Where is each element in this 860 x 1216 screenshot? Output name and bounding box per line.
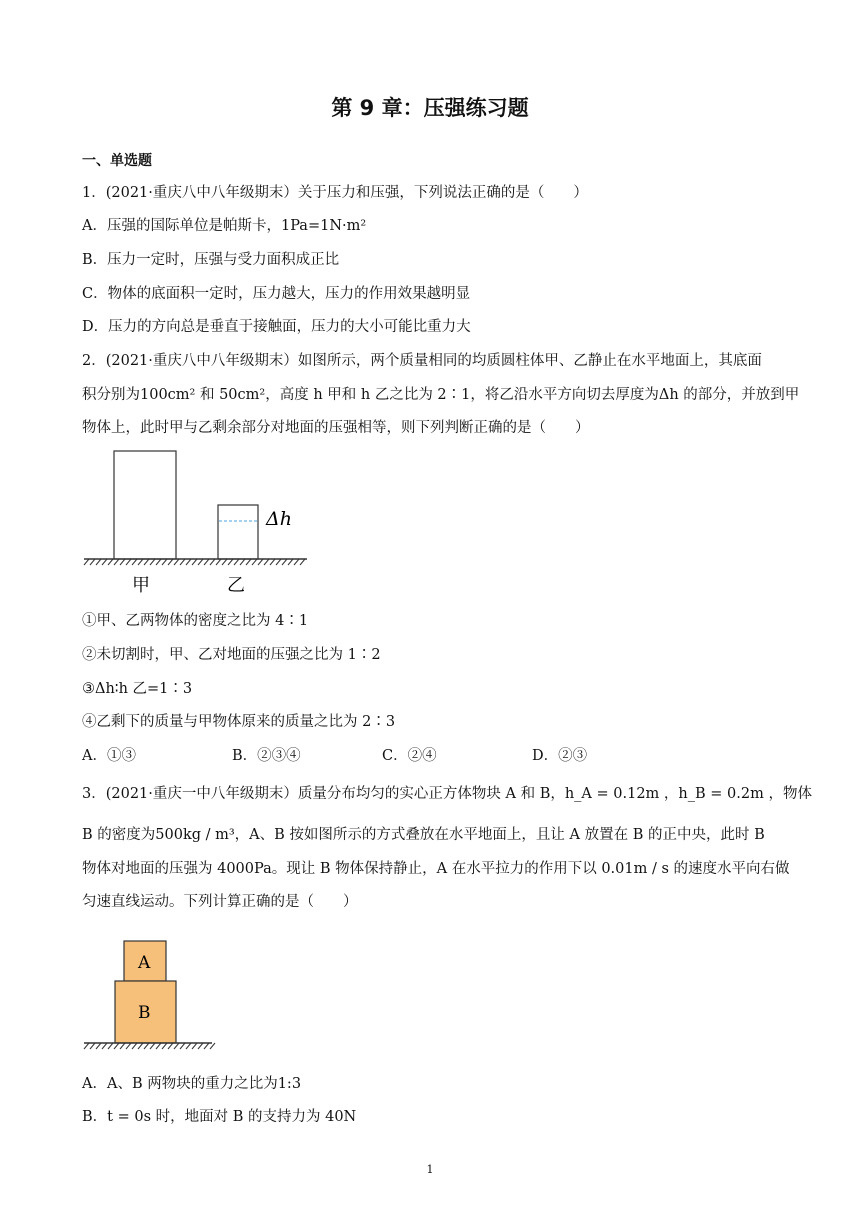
- hatch-mark: [90, 559, 95, 565]
- q3-stem-line2: B 的密度为500kg / m³，A、B 按如图所示的方式叠放在水平地面上，且让 A 放置在 B 的正中央，此时 B: [82, 827, 765, 843]
- hatch-mark: [246, 559, 251, 565]
- block-b-label: B: [138, 1003, 151, 1023]
- q1-option-c: C．物体的底面积一定时，压力越大，压力的作用效果越明显: [82, 286, 471, 302]
- q1-option-b: B．压力一定时，压强与受力面积成正比: [82, 252, 340, 268]
- hatch-mark: [84, 1043, 89, 1049]
- q3-stem-line1: 3．(2021·重庆一中八年级期末）质量分布均匀的实心正方体物块 A 和 B，h_A = 0.12m ，h_B = 0.2m ，物体: [82, 786, 812, 802]
- hatch-mark: [204, 1043, 209, 1049]
- hatch-mark: [108, 559, 113, 565]
- hatch-mark: [162, 559, 167, 565]
- page-number: 1: [426, 1163, 434, 1176]
- q2-figure-cylinders: [82, 445, 312, 600]
- hatch-mark: [240, 559, 245, 565]
- hatch-mark: [120, 559, 125, 565]
- cylinder-yi: [218, 505, 258, 559]
- hatch-mark: [144, 559, 149, 565]
- hatch-mark: [162, 1043, 167, 1049]
- q3-stem-line3: 物体对地面的压强为 4000Pa。现让 B 物体保持静止，A 在水平拉力的作用下以 0.01m / s 的速度水平向右做: [82, 861, 790, 877]
- hatch-mark: [150, 1043, 155, 1049]
- hatch-mark: [156, 1043, 161, 1049]
- delta-h-label: Δh: [266, 508, 292, 530]
- hatch-mark: [180, 559, 185, 565]
- hatch-mark: [102, 1043, 107, 1049]
- q2-option-a: A．①③: [82, 748, 136, 764]
- hatch-mark: [120, 1043, 125, 1049]
- hatch-mark: [294, 559, 299, 565]
- hatch-mark: [264, 559, 269, 565]
- hatch-mark: [210, 559, 215, 565]
- hatch-mark: [126, 559, 131, 565]
- cylinder-jia: [114, 451, 176, 559]
- hatch-mark: [174, 559, 179, 565]
- hatch-mark: [216, 559, 221, 565]
- label-jia: 甲: [132, 575, 150, 596]
- hatch-mark: [126, 1043, 131, 1049]
- hatch-mark: [138, 1043, 143, 1049]
- hatch-mark: [192, 1043, 197, 1049]
- hatch-mark: [300, 559, 305, 565]
- hatch-mark: [132, 1043, 137, 1049]
- hatch-mark: [114, 559, 119, 565]
- label-yi: 乙: [227, 575, 245, 596]
- hatch-mark: [90, 1043, 95, 1049]
- q2-option-d: D．②③: [532, 748, 588, 764]
- hatch-mark: [222, 559, 227, 565]
- hatch-mark: [228, 559, 233, 565]
- hatch-mark: [282, 559, 287, 565]
- q3-option-a: A．A、B 两物块的重力之比为1:3: [82, 1076, 302, 1092]
- q2-statement-4: ④乙剩下的质量与甲物体原来的质量之比为 2∶3: [82, 714, 396, 730]
- hatch-mark: [168, 559, 173, 565]
- q1-option-a: A．压强的国际单位是帕斯卡，1Pa=1N·m²: [82, 218, 367, 234]
- q3-figure-blocks: [82, 935, 222, 1055]
- hatch-mark: [84, 559, 89, 565]
- hatch-mark: [138, 559, 143, 565]
- hatch-mark: [234, 559, 239, 565]
- ground-hatching: [84, 1043, 215, 1049]
- hatch-mark: [258, 559, 263, 565]
- q2-option-b: B．②③④: [232, 748, 301, 764]
- hatch-mark: [168, 1043, 173, 1049]
- q2-stem-line3: 物体上，此时甲与乙剩余部分对地面的压强相等，则下列判断正确的是（ ）: [82, 420, 590, 436]
- hatch-mark: [252, 559, 257, 565]
- hatch-mark: [132, 559, 137, 565]
- hatch-mark: [270, 559, 275, 565]
- hatch-mark: [198, 1043, 203, 1049]
- q1-option-d: D．压力的方向总是垂直于接触面，压力的大小可能比重力大: [82, 319, 471, 335]
- section-heading: 一、单选题: [82, 153, 152, 169]
- q2-statement-3: ③Δh∶h 乙=1∶3: [82, 681, 193, 697]
- q2-statement-2: ②未切割时，甲、乙对地面的压强之比为 1∶2: [82, 647, 381, 663]
- hatch-mark: [108, 1043, 113, 1049]
- hatch-mark: [144, 1043, 149, 1049]
- hatch-mark: [186, 1043, 191, 1049]
- hatch-mark: [174, 1043, 179, 1049]
- hatch-mark: [192, 559, 197, 565]
- hatch-mark: [102, 559, 107, 565]
- q3-stem-line4: 匀速直线运动。下列计算正确的是（ ）: [82, 894, 358, 910]
- hatch-mark: [204, 559, 209, 565]
- q2-statement-1: ①甲、乙两物体的密度之比为 4∶1: [82, 613, 309, 629]
- hatch-mark: [114, 1043, 119, 1049]
- hatch-mark: [180, 1043, 185, 1049]
- hatch-mark: [276, 559, 281, 565]
- block-a-label: A: [138, 953, 151, 973]
- q3-option-b: B．t = 0s 时，地面对 B 的支持力为 40N: [82, 1109, 357, 1125]
- hatch-mark: [210, 1043, 215, 1049]
- q2-stem-line2: 积分别为100cm² 和 50cm²，高度 h 甲和 h 乙之比为 2∶1，将乙沿水平方向切去厚度为Δh 的部分，并放到甲: [82, 387, 800, 403]
- hatch-mark: [96, 559, 101, 565]
- hatch-mark: [186, 559, 191, 565]
- q2-option-c: C．②④: [382, 748, 437, 764]
- page-title: 第 9 章：压强练习题: [331, 96, 529, 120]
- hatch-mark: [288, 559, 293, 565]
- hatch-mark: [198, 559, 203, 565]
- hatch-mark: [150, 559, 155, 565]
- hatch-mark: [156, 559, 161, 565]
- ground-hatching: [84, 559, 305, 565]
- hatch-mark: [96, 1043, 101, 1049]
- q1-stem: 1．(2021·重庆八中八年级期末）关于压力和压强，下列说法正确的是（ ）: [82, 185, 588, 201]
- q2-stem-line1: 2．(2021·重庆八中八年级期末）如图所示，两个质量相同的均质圆柱体甲、乙静止在水平地面上，其底面: [82, 353, 762, 369]
